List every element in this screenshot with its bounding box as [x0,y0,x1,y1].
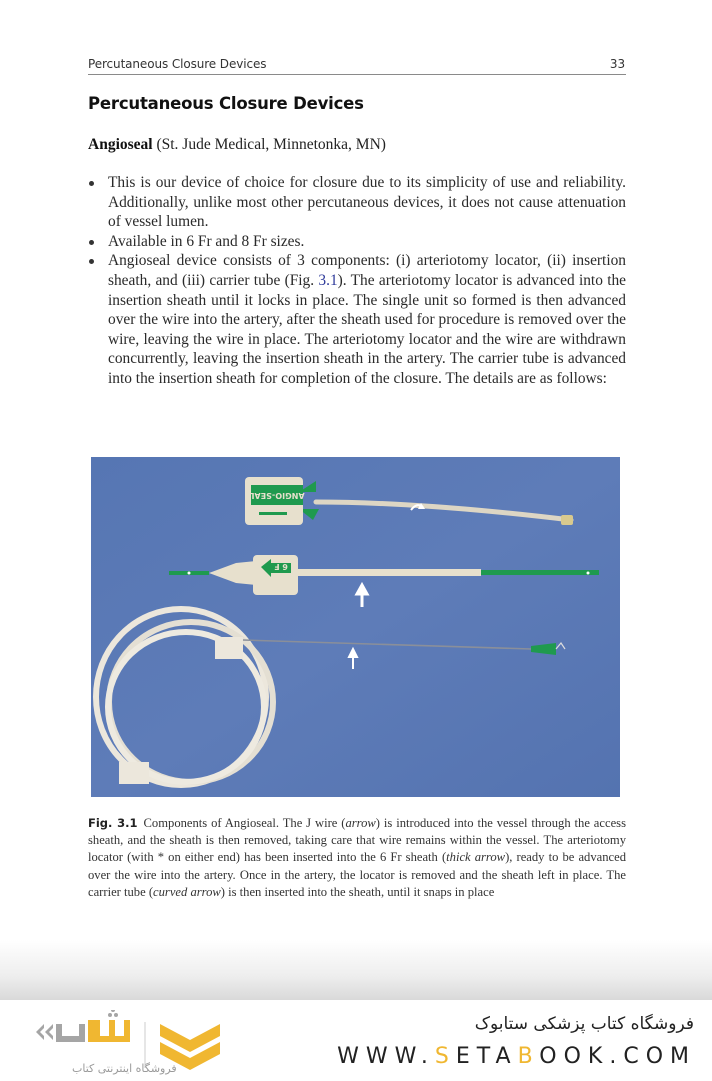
bullet-text: This is our device of choice for closure due to its simplicity of use and reliability. Additionally, unlike most other percutaneous devices, it does not cause attenuation of vessel lumen. [108,174,626,231]
bullet-icon [89,240,94,245]
caption-text: Components of Angioseal. The J wire ( [143,816,346,830]
bullet-item [88,232,626,252]
bullet-item [88,251,626,388]
header-rule [88,74,626,75]
bullet-text: ). The arteriotomy locator is advanced into the insertion sheath until it locks in place. The single unit so formed is then advanced over the wire into the artery, after the sheath used for procedure is removed over the wire, leaving the wire in place. The arteriotomy locator and the wire are withdrawn concurrently, leaving the insertion sheath in the artery. The carrier tube is advanced into the insertion sheath for completion of the closure. The details are as follows: [108,271,627,387]
sheath-size-label: 6 F [274,562,288,571]
shop-title: فروشگاه کتاب پزشکی ستابوک [474,1014,694,1034]
running-head [88,57,626,71]
caption-italic: thick arrow [446,850,506,865]
figure-reference-link[interactable]: 3.1 [318,271,338,289]
setabook-logo[interactable] [30,1010,280,1076]
figure-label: Fig. 3.1 [88,816,138,830]
angio-seal-label: ANGIO-SEAL [249,491,305,500]
figure-caption [88,815,626,901]
store-footer [0,1000,712,1079]
caption-text: ) is then inserted into the sheath, until it snaps in place [220,884,495,899]
caption-text: ), ready to be advanced over the wire into the artery. Once in the artery, the locator is removed and the sheath left in place. The carrier tube ( [88,850,627,899]
bullet-list [88,173,626,389]
page-shadow [0,940,712,1000]
device-name: Angioseal [88,136,153,153]
caption-italic: curved arrow [153,884,221,899]
caption-text: ) is introduced into the vessel through the access sheath, and the sheath is then removed, taking care that wire remains within the vessel. The arteriotomy locator (with * on either end) has been inserted into the 6 Fr sheath ( [88,816,626,865]
bullet-icon [89,181,94,186]
bullet-icon [89,259,94,264]
url-part-highlight: S [434,1044,456,1069]
section-title: Percutaneous Closure Devices [88,94,364,113]
bullet-item [88,173,626,232]
running-title: Percutaneous Closure Devices [88,57,267,71]
device-maker: (St. Jude Medical, Minnetonka, MN) [152,136,386,153]
url-part-highlight: B [517,1044,540,1069]
figure-photo [91,457,620,797]
url-part: OOK.COM [539,1044,696,1069]
url-part: WWW. [337,1044,435,1069]
logo-subtitle: فروشگاه اینترنتی کتاب [72,1062,177,1075]
caption-italic: arrow [345,816,376,830]
bullet-text: Available in 6 Fr and 8 Fr sizes. [108,232,305,250]
url-part: ETA [455,1044,518,1069]
device-subhead [88,136,386,154]
page-number: 33 [609,57,625,71]
chevron-left-icon [36,1024,44,1040]
bullet-text: Angioseal device consists of 3 components: (i) arteriotomy locator, (ii) insertion sheath, and (iii) carrier tube (Fig. [108,252,626,289]
site-url-link[interactable] [337,1044,696,1069]
angioseal-components-photo [91,457,620,797]
